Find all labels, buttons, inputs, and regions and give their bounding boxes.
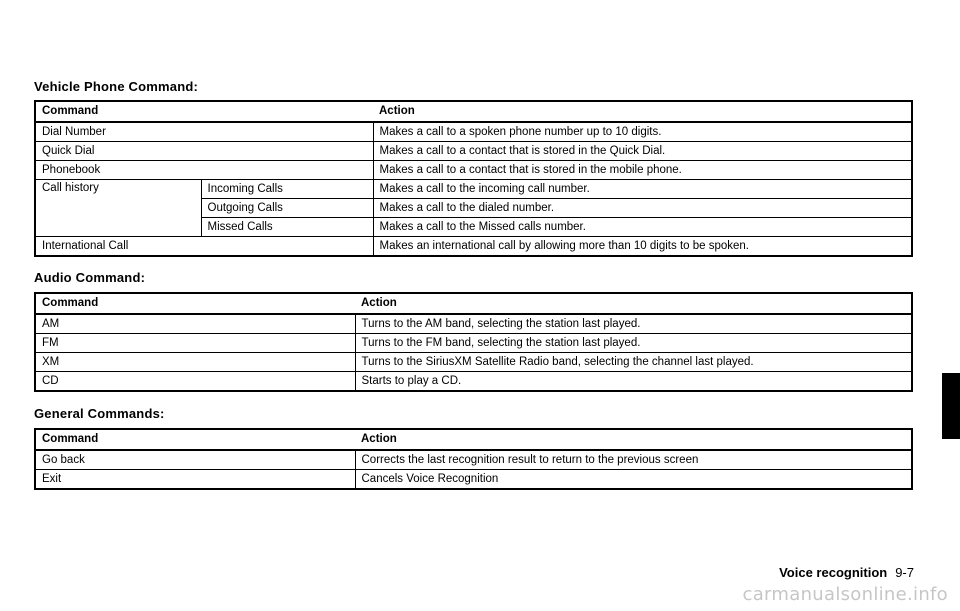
action-cell: Corrects the last recognition result to return to the previous screen [355, 450, 912, 470]
command-cell: Dial Number [42, 125, 106, 138]
header-command: Command [35, 293, 355, 314]
action-cell: Turns to the FM band, selecting the station last played. [355, 334, 912, 353]
action-cell: Turns to the AM band, selecting the station last played. [355, 314, 912, 334]
table-row [35, 372, 912, 392]
table-row [35, 237, 912, 257]
table-row [35, 180, 912, 199]
table-row [35, 161, 912, 180]
header-command: Command [35, 101, 373, 122]
page-number: 9-7 [895, 565, 914, 580]
table-header-row [35, 293, 912, 314]
table-row [35, 122, 912, 142]
sub-command-cell: Outgoing Calls [201, 199, 373, 218]
command-cell: XM [35, 353, 355, 372]
command-cell: International Call [35, 237, 373, 257]
header-action: Action [373, 101, 912, 122]
action-cell: Makes a call to a spoken phone number up to 10 digits. [373, 122, 912, 142]
action-cell: Cancels Voice Recognition [355, 470, 912, 490]
command-cell: CD [35, 372, 355, 392]
table-row [35, 334, 912, 353]
footer-section-title: Voice recognition [779, 565, 888, 580]
action-cell: Makes a call to the dialed number. [373, 199, 912, 218]
table-row [35, 470, 912, 490]
action-cell: Makes an international call by allowing more than 10 digits to be spoken. [373, 237, 912, 257]
general-title: General Commands: [34, 406, 165, 421]
page-footer [779, 565, 914, 580]
vehicle-phone-title: Vehicle Phone Command: [34, 79, 199, 94]
header-command: Command [35, 429, 355, 450]
command-cell: Exit [35, 470, 355, 490]
table-header-row [35, 429, 912, 450]
table-header-row [35, 101, 912, 122]
header-action: Action [355, 293, 912, 314]
command-cell: Call history [35, 180, 201, 237]
table-row [35, 353, 912, 372]
table-row [35, 314, 912, 334]
action-cell: Turns to the SiriusXM Satellite Radio band, selecting the channel last played. [355, 353, 912, 372]
audio-table [34, 292, 913, 392]
sub-command-cell: Incoming Calls [201, 180, 373, 199]
command-cell: Phonebook [35, 161, 373, 180]
action-cell: Makes a call to the incoming call number. [373, 180, 912, 199]
action-cell: Makes a call to a contact that is stored in the Quick Dial. [373, 142, 912, 161]
command-cell: AM [42, 317, 60, 330]
chapter-thumb-tab [942, 373, 960, 439]
action-cell: Makes a call to the Missed calls number. [373, 218, 912, 237]
general-table [34, 428, 913, 490]
header-action: Action [355, 429, 912, 450]
vehicle-phone-table [34, 100, 913, 257]
command-cell: Go back [42, 453, 85, 466]
table-row [35, 142, 912, 161]
command-cell: Quick Dial [35, 142, 373, 161]
action-cell: Makes a call to a contact that is stored in the mobile phone. [373, 161, 912, 180]
table-row [35, 450, 912, 470]
audio-title: Audio Command: [34, 270, 146, 285]
command-cell: FM [35, 334, 355, 353]
sub-command-cell: Missed Calls [201, 218, 373, 237]
watermark-text: carmanualsonline.info [742, 584, 948, 605]
action-cell: Starts to play a CD. [355, 372, 912, 392]
